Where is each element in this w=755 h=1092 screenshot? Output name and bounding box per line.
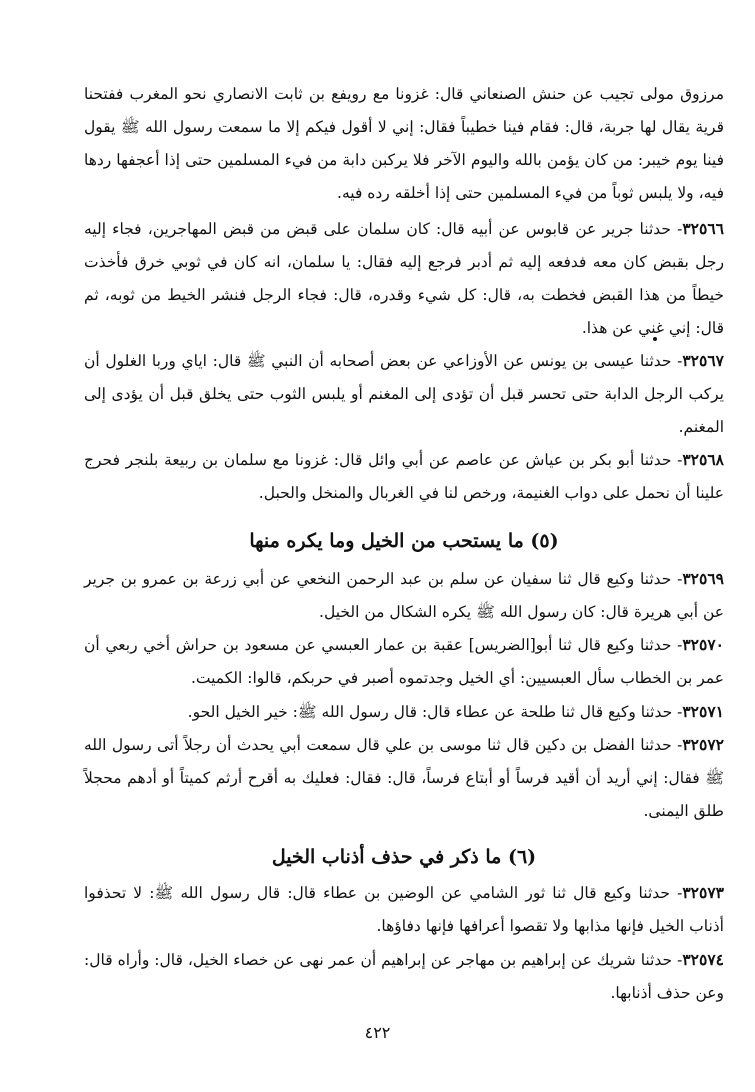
hadith-text: - حدثنا أبو بكر بن عياش عن عاصم عن أبي وائل قال: غزونا مع سلمان بن ربيعة بلنجر فحرج علينا أن نحمل على دواب الغنيمة، ورخص لنا في الغربال والمنخل والحبل. — [84, 451, 724, 502]
hadith-number: ٣٢٥٧٤ — [682, 950, 724, 969]
hadith-32571 — [84, 695, 724, 729]
hadith-text: - حدثنا وكيع قال ثنا طلحة عن عطاء قال: قال رسول الله ﷺ: خير الخيل الحو. — [187, 703, 683, 721]
hadith-32572 — [84, 728, 724, 828]
hadith-text: - حدثنا وكيع قال ثنا أبو[الضريس] عقبة بن عمار العبسي عن مسعود بن حراش أخي ربعي أن عمر بن الخطاب سأل العبسيين: أي الخيل وجدتموه أصبر في حربكم، قالوا: الكميت. — [84, 636, 724, 687]
hadith-32569 — [84, 562, 724, 629]
hadith-32567 — [84, 344, 724, 444]
hadith-32570 — [84, 628, 724, 695]
page-number: ٤٢٢ — [364, 1023, 391, 1042]
hadith-text: - حدثنا عيسى بن يونس عن الأوزاعي عن بعض أصحابه أن النبي ﷺ قال: اياي وربا الغلول أن يركب الرجل الدابة حتى تحسر قبل أن تؤدى إلى المغنم أو يلبس الثوب حتى يخلق قبل أن يؤدى إلى المغنم. — [84, 352, 724, 436]
hadith-number: ٣٢٥٧١ — [682, 702, 724, 721]
hadith-number: ٣٢٥٧٠ — [682, 635, 724, 654]
hadith-32573 — [84, 876, 724, 943]
hadith-number: ٣٢٥٧٢ — [682, 735, 724, 754]
hadith-number: ٣٢٥٦٨ — [682, 450, 724, 469]
hadith-text: - حدثنا وكيع قال ثنا ثور الشامي عن الوضين بن عطاء قال: قال رسول الله ﷺ: لا تحذفوا أذناب الخيل فإنها مذابها ولا تقصوا أعرافها فإنها دفاؤها. — [84, 884, 724, 935]
hadith-text: - حدثنا الفضل بن دكين قال ثنا موسى بن علي قال سمعت أبي يحدث أن رجلاً أتى رسول الله ﷺ فقال: إني أريد أن أقيد فرساً أو أبتاع فرساً، قال: فقال: فعليك به أقرح أرثم كميتاً أو أدهم محجلاً طلق اليمنى. — [84, 736, 724, 820]
hadith-number: ٣٢٥٦٦ — [682, 219, 724, 238]
hadith-text: - حدثنا جرير عن قابوس عن أبيه قال: كان سلمان على قبض من قبض المهاجرين، فجاء إليه رجل بقبض كان معه فدفعه إليه ثم أدبر فرجع إليه فقال: يا سلمان، انه كان في ثوبي خرق فأخذت خيطاً من هذا القبض فخطت به، قال: كل شيء وقدره، قال: فجاء الرجل فنشر الخيط من ثوبه، ثم قال: إني غني عن هذا. — [84, 220, 724, 337]
section-heading-6: (٦) ما ذكر في حذف أذناب الخيل — [271, 846, 537, 868]
hadith-32568 — [84, 443, 724, 510]
section-heading-5: (٥) ما يستحب من الخيل وما يكره منها — [249, 530, 559, 552]
hadith-paragraph-continued — [84, 78, 724, 210]
hadith-number: ٣٢٥٧٣ — [682, 883, 724, 902]
hadith-number: ٣٢٥٦٩ — [682, 569, 724, 588]
stray-dot-mark — [653, 337, 657, 341]
hadith-text: - حدثنا وكيع قال ثنا سفيان عن سلم بن عبد الرحمن النخعي عن أبي زرعة بن عمرو بن جرير عن أبي هريرة قال: كان رسول الله ﷺ يكره الشكال من الخيل. — [84, 570, 724, 621]
hadith-number: ٣٢٥٦٧ — [682, 351, 724, 370]
hadith-32566 — [84, 212, 724, 345]
hadith-text: - حدثنا شريك عن إبراهيم بن مهاجر عن إبراهيم أن عمر نهى عن خصاء الخيل، قال: وأراه قال: وعن حذف أذنابها. — [84, 951, 724, 1002]
paragraph-text: مرزوق مولى تجيب عن حنش الصنعاني قال: غزونا مع رويفع بن ثابت الانصاري نحو المغرب ففتحنا قرية يقال لها جربة، قال: فقام فينا خطيباً فقال: إني لا أقول فيكم إلا ما سمعت رسول الله ﷺ يقول فينا يوم خيبر: من كان يؤمن بالله واليوم الآخر فلا يركبن دابة من فيء المسلمين حتى إذا أعجفها ردها فيه، ولا يلبس ثوباً من فيء المسلمين حتى إذا أخلقه رده فيه. — [84, 85, 724, 202]
hadith-32574 — [84, 943, 724, 1010]
